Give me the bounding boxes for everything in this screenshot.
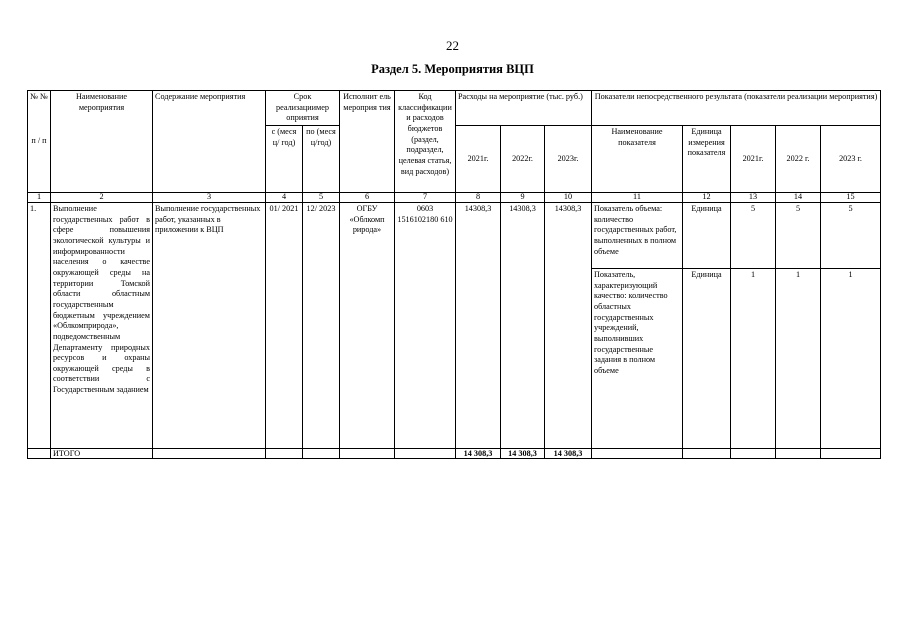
total-empty	[153, 448, 266, 458]
col-number: 9	[501, 192, 545, 202]
header-indicators: Показатели непосредственного результата (показатели реализации мероприятия)	[592, 91, 881, 126]
indicator-2022: 5	[776, 202, 821, 268]
total-empty	[592, 448, 683, 458]
indicator-2021: 5	[731, 202, 776, 268]
header-indicator-2022: 2022 г.	[776, 125, 821, 192]
header-content: Содержание мероприятия	[153, 91, 266, 193]
period-from: 01/ 2021	[266, 202, 303, 448]
total-empty	[303, 448, 340, 458]
activity-content: Выполнение государственных работ, указанных в приложении к ВЦП	[153, 202, 266, 448]
total-2023: 14 308,3	[545, 448, 592, 458]
row-number: 1.	[28, 202, 51, 448]
indicator-unit: Единица	[683, 202, 731, 268]
header-executor: Исполнит ель мероприя тия	[340, 91, 395, 193]
header-expense-2022: 2022г.	[501, 125, 545, 192]
indicator-2023: 5	[821, 202, 881, 268]
indicator-2023: 1	[821, 268, 881, 448]
header-indicator-name: Наименование показателя	[592, 125, 683, 192]
header-num-spacer	[28, 125, 51, 135]
col-number: 1	[28, 192, 51, 202]
total-empty	[340, 448, 395, 458]
executor: ОГБУ «Облкомп рирода»	[340, 202, 395, 448]
header-num-top: № №	[28, 91, 51, 126]
total-empty	[266, 448, 303, 458]
total-empty	[683, 448, 731, 458]
col-number: 13	[731, 192, 776, 202]
total-empty	[28, 448, 51, 458]
total-empty	[395, 448, 456, 458]
total-empty	[731, 448, 776, 458]
col-number: 5	[303, 192, 340, 202]
header-expenses: Расходы на мероприятие (тыс. руб.)	[456, 91, 592, 126]
header-indicator-unit: Единица измерения показателя	[683, 125, 731, 192]
header-expense-2023: 2023г.	[545, 125, 592, 192]
expense-2022: 14308,3	[501, 202, 545, 448]
header-name: Наименование мероприятия	[51, 91, 153, 193]
col-number: 7	[395, 192, 456, 202]
indicator-name: Показатель, характеризующий качество: количество областных государственных учреждений, выполнивших государственные задания в полном объеме	[592, 268, 683, 448]
col-number: 15	[821, 192, 881, 202]
col-number: 3	[153, 192, 266, 202]
col-number: 14	[776, 192, 821, 202]
total-2022: 14 308,3	[501, 448, 545, 458]
col-number: 2	[51, 192, 153, 202]
expense-2021: 14308,3	[456, 202, 501, 448]
section-title: Раздел 5. Мероприятия ВЦП	[371, 62, 534, 76]
header-num-bottom: п / п	[28, 135, 51, 192]
col-number: 8	[456, 192, 501, 202]
header-code: Код классификации и расходов бюджетов (раздел, подраздел, целевая статья, вид расходов)	[395, 91, 456, 193]
col-number: 10	[545, 192, 592, 202]
total-empty	[776, 448, 821, 458]
header-indicator-2021: 2021г.	[731, 125, 776, 192]
indicator-2021: 1	[731, 268, 776, 448]
expense-2023: 14308,3	[545, 202, 592, 448]
col-number: 12	[683, 192, 731, 202]
period-to: 12/ 2023	[303, 202, 340, 448]
indicator-2022: 1	[776, 268, 821, 448]
header-period-to: по (меся ц/год)	[303, 125, 340, 192]
col-number: 11	[592, 192, 683, 202]
total-2021: 14 308,3	[456, 448, 501, 458]
budget-code: 0603 1516102180 610	[395, 202, 456, 448]
col-number: 6	[340, 192, 395, 202]
header-expense-2021: 2021г.	[456, 125, 501, 192]
activity-name: Выполнение государственных работ в сфере повышения экологической культуры и информированности населения о качестве окружающей среды на территории Томской области областным государственным бюджетным учреждением «Облкомприрода», подведомственным Департаменту природных ресурсов и охраны окружающей среды в соответствии с Государственным заданием	[51, 202, 153, 448]
header-indicator-2023: 2023 г.	[821, 125, 881, 192]
header-period-from: с (меся ц/ год)	[266, 125, 303, 192]
total-empty	[821, 448, 881, 458]
col-number: 4	[266, 192, 303, 202]
indicator-unit: Единица	[683, 268, 731, 448]
activities-table	[27, 90, 881, 459]
header-period: Срок реализациимер оприятия	[266, 91, 340, 126]
page-number: 22	[446, 38, 459, 53]
total-label: ИТОГО	[51, 448, 153, 458]
indicator-name: Показатель объема: количество государственных работ, выполненных в полном объеме	[592, 202, 683, 268]
